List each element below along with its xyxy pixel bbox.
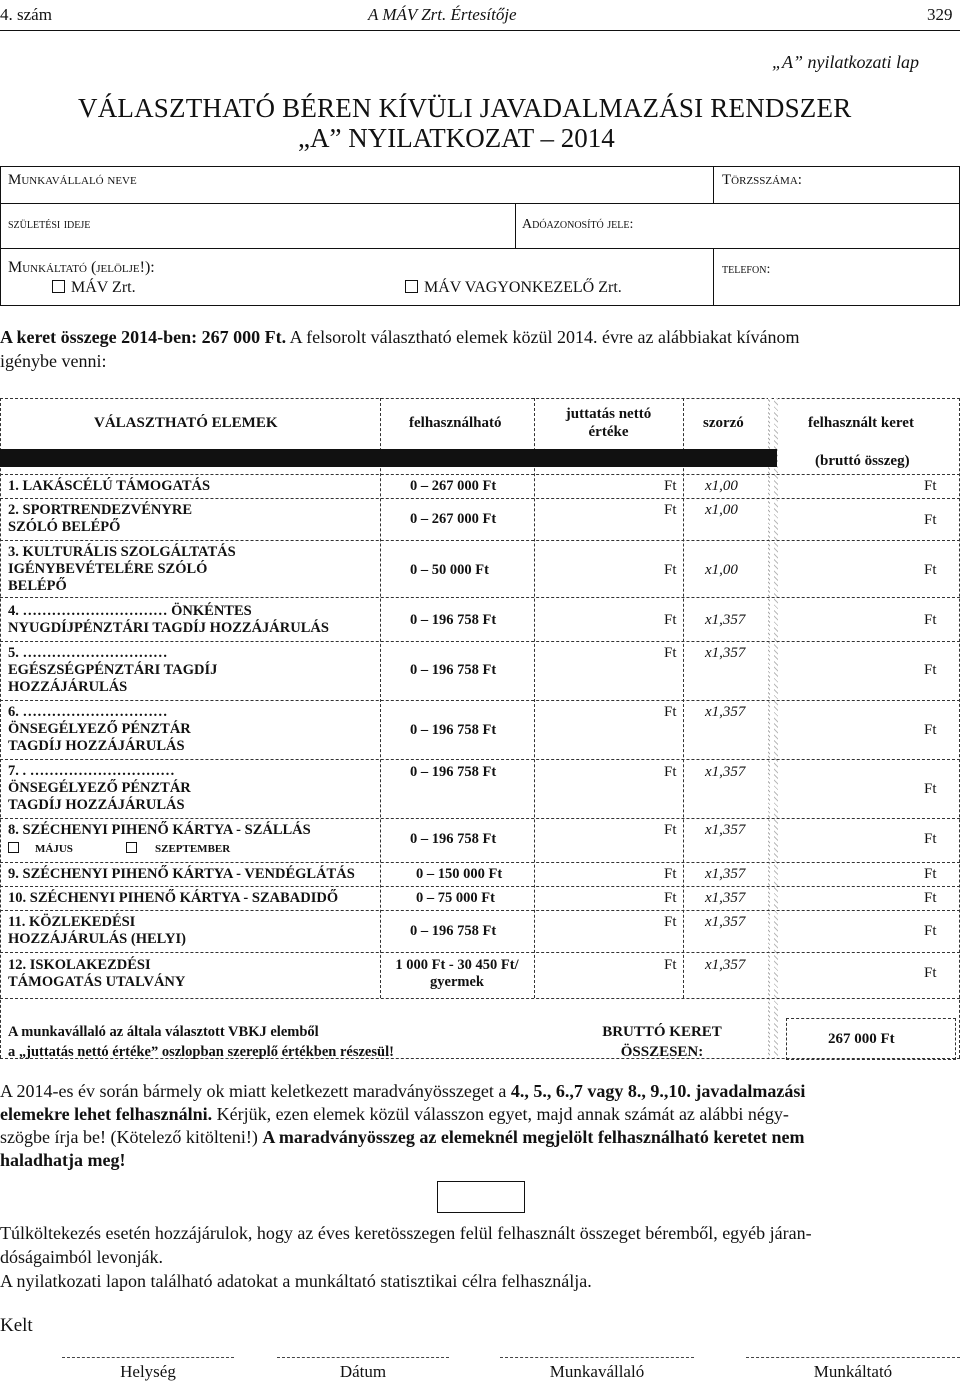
row-multiplier: x1,357: [705, 704, 746, 720]
row-used-currency: Ft: [924, 781, 937, 797]
table-footer-note: A munkavállaló az általa választott VBKJ elemből a „juttatás nettó értéke” oszlopban szereplő értékben részesül!: [8, 1024, 394, 1060]
total-value: 267 000 Ft: [828, 1031, 895, 1047]
row-net-currency: Ft: [664, 914, 677, 930]
row-used-currency: Ft: [924, 866, 937, 882]
table-row-label: 9. SZÉCHENYI PIHENŐ KÁRTYA - VENDÉGLÁTÁS: [8, 866, 355, 882]
row-multiplier: x1,00: [705, 502, 738, 518]
col-header-used: felhasznált keret: [808, 415, 914, 431]
employee-name-label: Munkavállaló neve: [8, 172, 137, 188]
table-row-label: 4. ………………………… ÖNKÉNTES NYUGDÍJPÉNZTÁRI TAGDÍJ HOZZÁJÁRULÁS: [8, 603, 329, 636]
form-title-line2: „A” NYILATKOZAT – 2014: [298, 123, 615, 153]
kelt-label: Kelt: [0, 1315, 33, 1336]
employer-signature-line[interactable]: [746, 1357, 960, 1358]
place-label: Helység: [120, 1362, 176, 1381]
row-multiplier: x1,357: [705, 914, 746, 930]
table-row-label: 1. LAKÁSCÉLÚ TÁMOGATÁS: [8, 478, 211, 494]
row-multiplier: x1,357: [705, 612, 746, 628]
row-used-currency: Ft: [924, 478, 937, 494]
table-row-label: 10. SZÉCHENYI PIHENŐ KÁRTYA - SZABADIDŐ: [8, 890, 339, 906]
table-row-range: 0 – 50 000 Ft: [410, 562, 489, 578]
row-net-currency: Ft: [664, 478, 677, 494]
row-net-currency: Ft: [664, 957, 677, 973]
table-row-label: 5. ………………………… EGÉSZSÉGPÉNZTÁRI TAGDÍJ HOZZÁJÁRULÁS: [8, 645, 218, 695]
table-row-range: 0 – 196 758 Ft: [410, 662, 497, 678]
employer-option-mav[interactable]: MÁV Zrt.: [52, 279, 136, 297]
consent-paragraph: Túlköltekezés esetén hozzájárulok, hogy az éves keretösszegen felül felhasznált összeget béremből, egyéb járan- dóságaimból levonják. A nyilatkozati lapon található adatokat a munkáltató statisztikai célra felhasználja.: [0, 1223, 812, 1291]
employee-signature-line[interactable]: [500, 1357, 694, 1358]
total-label: BRUTTÓ KERET ÖSSZESEN:: [602, 1024, 722, 1060]
row-used-currency: Ft: [924, 662, 937, 678]
table-row-range: 1 000 Ft - 30 450 Ft/ gyermek: [395, 957, 519, 990]
row-used-currency: Ft: [924, 923, 937, 939]
row-multiplier: x1,357: [705, 957, 746, 973]
row-used-currency: Ft: [924, 722, 937, 738]
row-multiplier: x1,357: [705, 890, 746, 906]
date-line[interactable]: [277, 1357, 449, 1358]
col-header-used-sub: (bruttó összeg): [815, 453, 910, 469]
col-header-net-value: juttatás nettó értéke: [565, 406, 652, 440]
row-multiplier: x1,357: [705, 822, 746, 838]
row-multiplier: x1,357: [705, 764, 746, 780]
remainder-paragraph: A 2014-es év során bármely ok miatt keletkezett maradványösszeget a 4., 5., 6.,7 vagy 8., 9.,10. javadalmazási elemekre lehet felhasználni. Kérjük, ezen elemek közül válasszon egyet, majd annak számát az alábbi négy- szögbe írja be! (Kötelező kitölteni!) A maradványösszeg az elemeknél megjelölt felhasználható keretet nem haladhatja meg!: [0, 1081, 806, 1170]
table-row-range: 0 – 196 758 Ft: [410, 764, 497, 780]
col-header-usable: felhasználható: [409, 415, 502, 431]
table-row-label: 2. SPORTRENDEZVÉNYRE SZÓLÓ BELÉPŐ: [8, 502, 192, 535]
sheet-label: „A” nyilatkozati lap: [772, 52, 920, 72]
checkbox-icon[interactable]: [52, 280, 65, 293]
row-net-currency: Ft: [664, 890, 677, 906]
month-option-september[interactable]: SZEPTEMBER: [126, 842, 230, 855]
row-net-currency: Ft: [664, 645, 677, 661]
row-net-currency: Ft: [664, 704, 677, 720]
place-line[interactable]: [62, 1357, 234, 1358]
employer-option-vagyonkezelo[interactable]: MÁV VAGYONKEZELŐ Zrt.: [405, 279, 622, 297]
checkbox-icon[interactable]: [8, 842, 19, 853]
row-net-currency: Ft: [664, 764, 677, 780]
checkbox-icon[interactable]: [126, 842, 137, 853]
row-net-currency: Ft: [664, 822, 677, 838]
row-multiplier: x1,357: [705, 866, 746, 882]
row-multiplier: x1,357: [705, 645, 746, 661]
row-multiplier: x1,00: [705, 478, 738, 494]
tax-id-label: Adóazonosító jele:: [522, 217, 634, 232]
intro-text: A keret összege 2014-ben: 267 000 Ft. A felsorolt választható elemek közül 2014. évre az alábbiakat kívánom igénybe venni:: [0, 327, 800, 371]
row-net-currency: Ft: [664, 502, 677, 518]
row-used-currency: Ft: [924, 612, 937, 628]
table-row-range: 0 – 196 758 Ft: [410, 923, 497, 939]
table-row-label: 6. ………………………… ÖNSEGÉLYEZŐ PÉNZTÁR TAGDÍJ HOZZÁJÁRULÁS: [8, 704, 191, 754]
table-row-label: 12. ISKOLAKEZDÉSI TÁMOGATÁS UTALVÁNY: [8, 957, 186, 990]
col-header-multiplier: szorzó: [703, 415, 744, 431]
table-row-label: 3. KULTURÁLIS SZOLGÁLTATÁS IGÉNYBEVÉTELÉRE SZÓLÓ BELÉPŐ: [8, 544, 236, 594]
row-net-currency: Ft: [664, 612, 677, 628]
row-used-currency: Ft: [924, 965, 937, 981]
month-option-may[interactable]: MÁJUS: [8, 842, 73, 855]
form-title-line1: VÁLASZTHATÓ BÉREN KÍVÜLI JAVADALMAZÁSI RENDSZER: [78, 93, 852, 123]
issue-number: 4. szám: [0, 5, 52, 24]
registry-number-label: Törzsszáma:: [722, 172, 802, 188]
table-row-range: 0 – 150 000 Ft: [416, 866, 503, 882]
publication-title: A MÁV Zrt. Értesítője: [368, 5, 517, 24]
remainder-element-input[interactable]: [437, 1181, 525, 1213]
header-rule: [0, 30, 960, 31]
row-net-currency: Ft: [664, 562, 677, 578]
table-row-label: 11. KÖZLEKEDÉSI HOZZÁJÁRULÁS (HELYI): [8, 914, 186, 947]
row-multiplier: x1,00: [705, 562, 738, 578]
table-row-range: 0 – 267 000 Ft: [410, 478, 497, 494]
header-black-band: [0, 449, 777, 467]
table-row-label: 8. SZÉCHENYI PIHENŐ KÁRTYA - SZÁLLÁS: [8, 822, 311, 838]
table-row-range: 0 – 75 000 Ft: [416, 890, 495, 906]
employer-label: Munkáltató (jelölje!):: [8, 259, 155, 276]
row-used-currency: Ft: [924, 512, 937, 528]
table-row-label: 7. . ………………………… ÖNSEGÉLYEZŐ PÉNZTÁR TAGDÍJ HOZZÁJÁRULÁS: [8, 763, 191, 813]
phone-label: telefon:: [722, 262, 771, 277]
table-row-range: 0 – 196 758 Ft: [410, 722, 497, 738]
col-header-elements: VÁLASZTHATÓ ELEMEK: [94, 415, 278, 431]
checkbox-icon[interactable]: [405, 280, 418, 293]
date-label: Dátum: [339, 1362, 387, 1381]
page-number: 329: [927, 5, 953, 24]
row-used-currency: Ft: [924, 831, 937, 847]
employee-label: Munkavállaló: [549, 1362, 645, 1381]
table-row-range: 0 – 267 000 Ft: [410, 511, 497, 527]
row-used-currency: Ft: [924, 562, 937, 578]
table-row-range: 0 – 196 758 Ft: [410, 612, 497, 628]
employer-signature-label: Munkáltató: [813, 1362, 893, 1381]
row-used-currency: Ft: [924, 890, 937, 906]
row-net-currency: Ft: [664, 866, 677, 882]
birth-date-label: születési ideje: [8, 217, 91, 232]
table-row-range: 0 – 196 758 Ft: [410, 831, 497, 847]
